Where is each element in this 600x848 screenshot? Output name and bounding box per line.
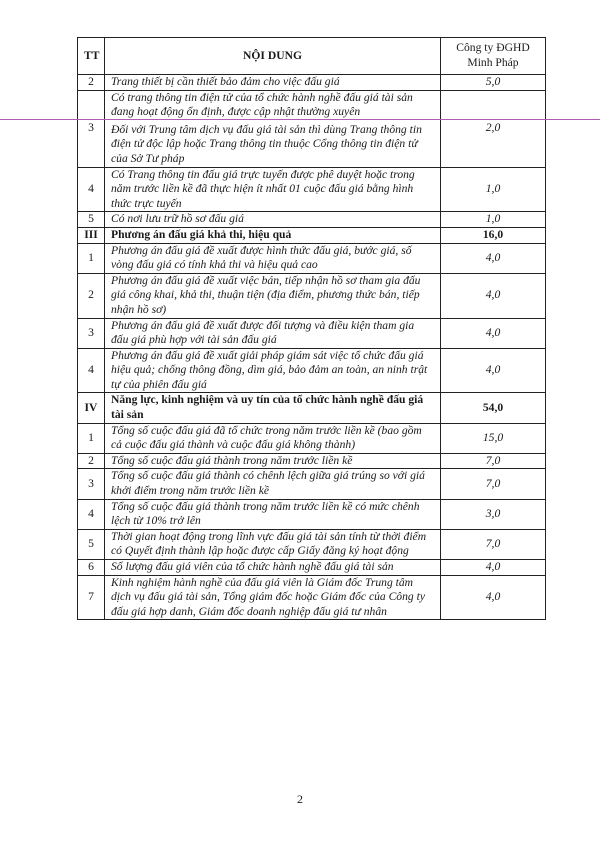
content-paragraph: Đối với Trung tâm dịch vụ đấu giá tài sản thì dùng Trang thông tin điện tử độc lập hoặc Trang thông tin thuộc Cổng thông tin điện tử của Sở Tư pháp bbox=[111, 122, 422, 165]
row-score: 4,0 bbox=[441, 243, 546, 273]
scoring-table bbox=[77, 37, 546, 620]
row-number: 2 bbox=[78, 75, 105, 91]
content-paragraph: Tổng số cuộc đấu giá thành trong năm trước liền kề bbox=[111, 453, 353, 467]
row-number: 3 bbox=[78, 318, 105, 348]
table-row bbox=[78, 90, 546, 167]
row-number: 3 bbox=[78, 469, 105, 499]
row-content bbox=[105, 243, 441, 273]
row-number: 1 bbox=[78, 423, 105, 453]
content-paragraph: Năng lực, kinh nghiệm và uy tín của tổ chức hành nghề đấu giá tài sản bbox=[111, 393, 424, 422]
row-score: 7,0 bbox=[441, 469, 546, 499]
fold-mark-line bbox=[0, 119, 600, 120]
row-content bbox=[105, 499, 441, 529]
row-content bbox=[105, 167, 441, 212]
table-row bbox=[78, 469, 546, 499]
content-paragraph: Trang thiết bị cần thiết bảo đảm cho việc đấu giá bbox=[111, 75, 340, 88]
row-number: 6 bbox=[78, 560, 105, 576]
page-number: 2 bbox=[297, 792, 303, 806]
row-number: 5 bbox=[78, 529, 105, 559]
row-content bbox=[105, 423, 441, 453]
row-number: IV bbox=[78, 393, 105, 423]
row-content bbox=[105, 393, 441, 423]
row-score: 1,0 bbox=[441, 167, 546, 212]
table-body bbox=[78, 75, 546, 620]
row-content bbox=[105, 560, 441, 576]
table-row bbox=[78, 575, 546, 620]
row-score: 1,0 bbox=[441, 212, 546, 228]
table-row bbox=[78, 167, 546, 212]
row-number: 2 bbox=[78, 453, 105, 469]
content-paragraph: Có trang thông tin điện tử của tổ chức hành nghề đấu giá tài sản đang hoạt động ổn định, được cập nhật thường xuyên bbox=[111, 90, 413, 119]
table-row bbox=[78, 243, 546, 273]
table-row bbox=[78, 273, 546, 318]
row-number: 2 bbox=[78, 273, 105, 318]
content-paragraph: Có Trang thông tin đấu giá trực tuyến được phê duyệt hoặc trong năm trước liền kề đã thực hiện ít nhất 01 cuộc đấu giá bằng hình thức trực tuyến bbox=[111, 167, 415, 210]
row-content bbox=[105, 575, 441, 620]
content-paragraph: Phương án đấu giá đề xuất giải pháp giám sát việc tổ chức đấu giá hiệu quả; chống thông đồng, dìm giá, bảo đảm an toàn, an ninh trật tự của phiên đấu giá bbox=[111, 348, 428, 391]
table-row bbox=[78, 212, 546, 228]
header-company-line1: Công ty ĐGHD bbox=[456, 41, 530, 55]
content-paragraph: Thời gian hoạt động trong lĩnh vực đấu giá tài sản tính từ thời điểm có Quyết định thành lập hoặc được cấp Giấy đăng ký hoạt động bbox=[111, 529, 427, 558]
header-company-line2: Minh Pháp bbox=[467, 56, 519, 69]
content-paragraph: Kinh nghiệm hành nghề của đấu giá viên là Giám đốc Trung tâm dịch vụ đấu giá tài sản, Tổng giám đốc hoặc Giám đốc của Công ty đấu giá hợp danh, Giám đốc doanh nghiệp đấu giá tư nhân bbox=[111, 575, 425, 618]
row-score: 15,0 bbox=[441, 423, 546, 453]
content-paragraph: Tổng số cuộc đấu giá thành trong năm trước liền kề có mức chênh lệch từ 10% trở lên bbox=[111, 499, 420, 528]
content-paragraph: Tổng số cuộc đấu giá thành có chênh lệch giữa giá trúng so với giá khởi điểm trong năm trước liền kề bbox=[111, 469, 425, 498]
table-row bbox=[78, 75, 546, 91]
row-score: 7,0 bbox=[441, 529, 546, 559]
content-paragraph: Số lượng đấu giá viên của tổ chức hành nghề đấu giá tài sản bbox=[111, 560, 394, 573]
table-row bbox=[78, 423, 546, 453]
row-score: 4,0 bbox=[441, 560, 546, 576]
row-score: 16,0 bbox=[441, 227, 546, 243]
content-paragraph: Tổng số cuộc đấu giá đã tổ chức trong năm trước liền kề (bao gồm cả cuộc đấu giá thành và cuộc đấu giá không thành) bbox=[111, 423, 422, 452]
row-content bbox=[105, 90, 441, 167]
row-content bbox=[105, 469, 441, 499]
row-content bbox=[105, 318, 441, 348]
content-paragraph: Phương án đấu giá khả thi, hiệu quả bbox=[111, 227, 292, 241]
row-content bbox=[105, 273, 441, 318]
row-content bbox=[105, 348, 441, 393]
table-header-row bbox=[78, 38, 546, 75]
row-score: 54,0 bbox=[441, 393, 546, 423]
row-number: 7 bbox=[78, 575, 105, 620]
row-number: 5 bbox=[78, 212, 105, 228]
table-row bbox=[78, 348, 546, 393]
header-content: NỘI DUNG bbox=[105, 38, 441, 75]
row-score: 4,0 bbox=[441, 575, 546, 620]
row-number: 3 bbox=[78, 90, 105, 167]
row-content bbox=[105, 227, 441, 243]
header-company bbox=[441, 38, 546, 75]
content-paragraph: Có nơi lưu trữ hồ sơ đấu giá bbox=[111, 212, 244, 226]
row-content bbox=[105, 453, 441, 469]
row-score: 4,0 bbox=[441, 348, 546, 393]
row-content bbox=[105, 529, 441, 559]
table-row bbox=[78, 529, 546, 559]
row-score: 5,0 bbox=[441, 75, 546, 91]
table-row bbox=[78, 453, 546, 469]
row-score: 2,0 bbox=[441, 90, 546, 167]
section-row bbox=[78, 227, 546, 243]
row-score: 3,0 bbox=[441, 499, 546, 529]
header-tt: TT bbox=[78, 38, 105, 75]
content-paragraph: Phương án đấu giá đề xuất việc bán, tiếp nhận hồ sơ tham gia đấu giá công khai, khả thi, thuận tiện (địa điểm, phương thức bán, tiếp nhận hồ sơ) bbox=[111, 273, 421, 316]
row-number: 4 bbox=[78, 167, 105, 212]
row-number: 4 bbox=[78, 499, 105, 529]
content-paragraph: Phương án đấu giá đề xuất được đối tượng và điều kiện tham gia đấu giá phù hợp với tài sản đấu giá bbox=[111, 318, 415, 347]
row-number: 1 bbox=[78, 243, 105, 273]
content-paragraph: Phương án đấu giá đề xuất được hình thức đấu giá, bước giá, số vòng đấu giá có tính khả thi và hiệu quả cao bbox=[111, 243, 412, 272]
row-content bbox=[105, 212, 441, 228]
row-score: 7,0 bbox=[441, 453, 546, 469]
table-row bbox=[78, 318, 546, 348]
row-score: 4,0 bbox=[441, 318, 546, 348]
row-score: 4,0 bbox=[441, 273, 546, 318]
row-content bbox=[105, 75, 441, 91]
row-number: 4 bbox=[78, 348, 105, 393]
table-row bbox=[78, 560, 546, 576]
table-row bbox=[78, 499, 546, 529]
row-number: III bbox=[78, 227, 105, 243]
section-row bbox=[78, 393, 546, 423]
